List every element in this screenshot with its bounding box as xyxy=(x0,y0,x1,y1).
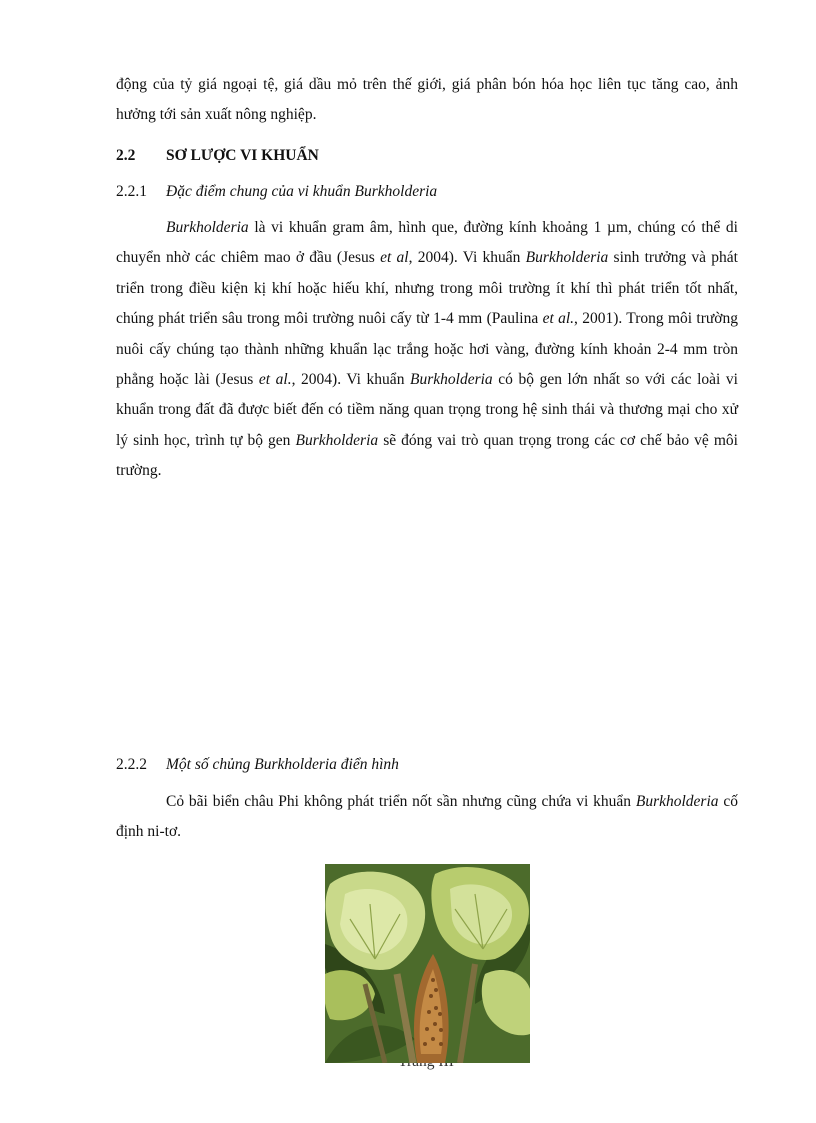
intro-paragraph: động của tỷ giá ngoại tệ, giá dầu mỏ trên thế giới, giá phân bón hóa học liên tục tăng cao, ảnh hưởng tới sản xuất nông nghiệp. xyxy=(116,76,738,124)
subsection-heading-2-2-2 xyxy=(116,755,399,775)
subsection-title: Đặc điểm chung của vi khuẩn Burkholderia xyxy=(166,183,438,200)
subsection-title: Một số chủng Burkholderia điển hình xyxy=(166,756,399,773)
section-heading-2-2 xyxy=(116,146,319,166)
plant-photo xyxy=(325,864,530,1063)
section-number: 2.2 xyxy=(116,147,136,164)
beach-grass-paragraph: Cỏ bãi biển châu Phi không phát triển nốt sần nhưng cũng chứa vi khuẩn Burkholderia cố định ni-tơ. xyxy=(116,793,738,841)
subsection-number: 2.2.2 xyxy=(116,756,147,773)
plant-photo-illustration xyxy=(325,864,530,1063)
subsection-number: 2.2.1 xyxy=(116,183,147,200)
burkholderia-description-paragraph: Burkholderia là vi khuẩn gram âm, hình que, đường kính khoảng 1 µm, chúng có thể di chuyển nhờ các chiêm mao ở đầu (Jesus et al, 2004). Vi khuẩn Burkholderia sinh trưởng và phát triển trong điều kiện kị khí hoặc hiếu khí, nhưng trong môi trường ít khí thì phát triển tốt nhất, chúng phát triển sâu trong môi trường nuôi cấy từ 1-4 mm (Paulina et al., 2001). Trong môi trường nuôi cấy chúng tạo thành những khuẩn lạc trắng hoặc hơi vàng, đường kính khoản 2-4 mm tròn phẳng hoặc lài (Jesus et al., 2004). Vi khuẩn Burkholderia có bộ gen lớn nhất so với các loài vi khuẩn trong đất đã được biết đến có tiềm năng quan trọng trong hệ sinh thái và thương mại cho xử lý sinh học, trình tự bộ gen Burkholderia sẽ đóng vai trò quan trọng trong các cơ chế bảo vệ môi trường. xyxy=(116,219,738,480)
subsection-heading-2-2-1 xyxy=(116,182,437,202)
section-title: SƠ LƯỢC VI KHUẨN xyxy=(166,147,319,164)
